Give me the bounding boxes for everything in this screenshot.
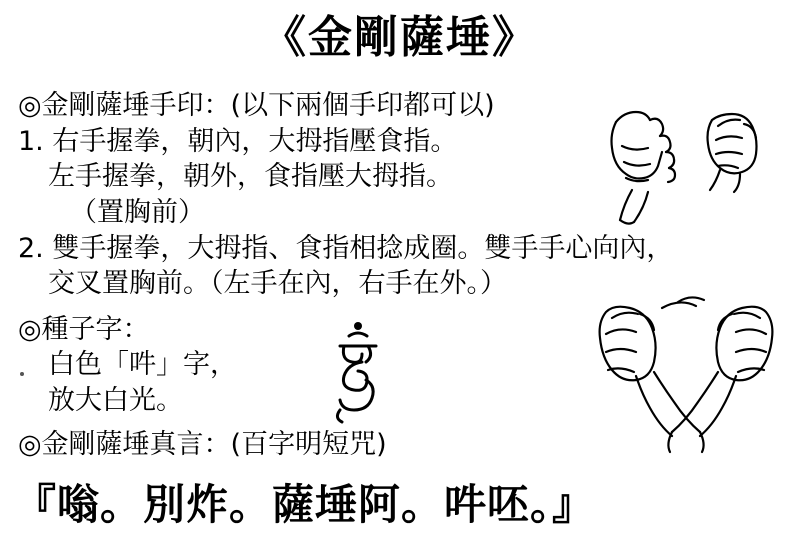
page-title: 《金剛薩埵》 [262,12,538,63]
seed-syllable-line-2: 放大白光。 [48,385,183,416]
mudra-item-2-line-2: 交叉置胸前。（左手在內，右手在外。） [48,268,507,300]
mantra-heading: ◎金剛薩埵真言：(百字明短咒) [18,428,387,460]
two-fists-mudra-illustration [592,86,792,236]
stray-dot-mark [20,372,24,376]
mudra-heading: ◎金剛薩埵手印：(以下兩個手印都可以) [18,90,495,121]
mudra-item-1-line-3: （置胸前） [70,196,205,228]
mudra-item-1-line-1: 1. 右手握拳，朝內，大拇指壓食指。 [18,125,458,157]
crossed-hands-mudra-illustration [578,272,794,458]
mudra-item-2-line-1: 2. 雙手握拳，大拇指、食指相捻成圈。雙手手心向內， [18,232,674,264]
mudra-item-1-line-2: 左手握拳，朝外，食指壓大拇指。 [48,161,453,193]
seed-syllable-heading: ◎種子字： [18,313,150,345]
seed-syllable-line-1: 白色「吽」字， [48,349,237,381]
hum-seed-syllable-icon [318,318,398,428]
mantra-text: 『嗡。別炸。薩埵阿。吽呸。』 [14,480,596,529]
